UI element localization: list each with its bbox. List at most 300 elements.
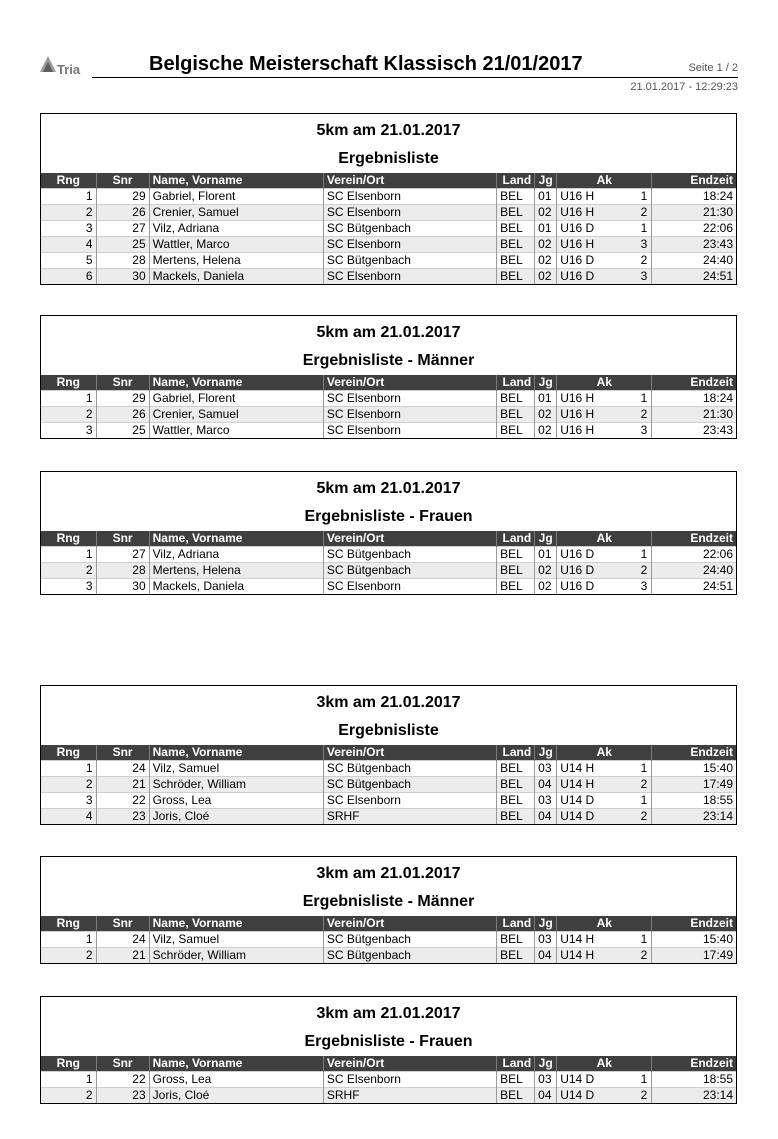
ak-rank: 1	[640, 221, 648, 235]
cell-rng: 3	[41, 423, 96, 439]
cell-land: BEL	[497, 777, 535, 793]
cell-verein: SC Bütgenbach	[323, 761, 496, 777]
cell-jg: 03	[535, 793, 557, 809]
cell-jg: 02	[535, 205, 557, 221]
cell-name: Gross, Lea	[149, 793, 323, 809]
column-header: Snr	[96, 531, 149, 547]
cell-jg: 02	[535, 423, 557, 439]
ak-rank: 2	[640, 205, 648, 219]
column-header: Snr	[96, 745, 149, 761]
ak-category: U16 D	[560, 269, 595, 283]
column-header: Rng	[41, 916, 96, 932]
block-title: 3km am 21.01.2017	[316, 694, 461, 711]
column-header: Endzeit	[652, 173, 736, 189]
cell-snr: 28	[96, 253, 149, 269]
cell-name: Crenier, Samuel	[149, 205, 323, 221]
cell-zeit: 21:30	[652, 407, 736, 423]
column-header: Name, Vorname	[149, 1056, 323, 1072]
cell-rng: 5	[41, 253, 96, 269]
ak-category: U16 D	[560, 563, 595, 577]
cell-verein: SC Elsenborn	[323, 423, 496, 439]
cell-name: Wattler, Marco	[149, 237, 323, 253]
cell-verein: SC Elsenborn	[323, 793, 496, 809]
cell-snr: 24	[96, 761, 149, 777]
column-header: Verein/Ort	[323, 173, 496, 189]
table-row	[41, 563, 736, 579]
cell-land: BEL	[497, 269, 535, 285]
column-header: Snr	[96, 916, 149, 932]
column-header: Land	[497, 916, 535, 932]
results-table	[41, 375, 736, 438]
cell-zeit: 21:30	[652, 205, 736, 221]
cell-zeit: 18:24	[652, 189, 736, 205]
cell-land: BEL	[497, 579, 535, 595]
column-header: Jg	[535, 173, 557, 189]
cell-name: Joris, Cloé	[149, 1088, 323, 1104]
cell-ak	[557, 547, 652, 563]
cell-jg: 02	[535, 579, 557, 595]
cell-land: BEL	[497, 221, 535, 237]
cell-zeit: 17:49	[652, 948, 736, 964]
cell-ak	[557, 563, 652, 579]
cell-snr: 28	[96, 563, 149, 579]
cell-zeit: 18:55	[652, 1072, 736, 1088]
print-timestamp: 21.01.2017 - 12:29:23	[630, 81, 738, 93]
cell-verein: SC Bütgenbach	[323, 563, 496, 579]
page-header	[40, 52, 738, 97]
ak-category: U16 H	[560, 391, 595, 405]
table-row	[41, 547, 736, 563]
cell-rng: 4	[41, 237, 96, 253]
header-rule	[92, 77, 738, 78]
cell-ak	[557, 809, 652, 825]
cell-rng: 1	[41, 189, 96, 205]
column-header: Rng	[41, 173, 96, 189]
page-number: Seite 1 / 2	[688, 62, 738, 74]
cell-verein: SC Elsenborn	[323, 269, 496, 285]
cell-ak	[557, 761, 652, 777]
cell-land: BEL	[497, 1088, 535, 1104]
cell-ak	[557, 1072, 652, 1088]
cell-jg: 03	[535, 1072, 557, 1088]
cell-rng: 6	[41, 269, 96, 285]
cell-ak	[557, 221, 652, 237]
column-header: Verein/Ort	[323, 745, 496, 761]
table-row	[41, 237, 736, 253]
ak-category: U16 D	[560, 253, 595, 267]
cell-ak	[557, 777, 652, 793]
column-header: Jg	[535, 531, 557, 547]
cell-verein: SC Elsenborn	[323, 237, 496, 253]
cell-verein: SC Elsenborn	[323, 579, 496, 595]
result-block	[40, 856, 737, 964]
ak-category: U16 H	[560, 189, 595, 203]
cell-name: Mackels, Daniela	[149, 579, 323, 595]
column-header: Rng	[41, 531, 96, 547]
cell-land: BEL	[497, 793, 535, 809]
cell-snr: 27	[96, 547, 149, 563]
cell-land: BEL	[497, 761, 535, 777]
ak-category: U14 H	[560, 932, 595, 946]
cell-rng: 1	[41, 761, 96, 777]
cell-zeit: 23:43	[652, 237, 736, 253]
cell-name: Vilz, Adriana	[149, 221, 323, 237]
cell-snr: 25	[96, 423, 149, 439]
cell-snr: 29	[96, 391, 149, 407]
cell-verein: SC Bütgenbach	[323, 547, 496, 563]
cell-land: BEL	[497, 948, 535, 964]
cell-zeit: 24:40	[652, 563, 736, 579]
ak-category: U16 D	[560, 221, 595, 235]
column-header: Ak	[557, 745, 652, 761]
cell-land: BEL	[497, 932, 535, 948]
cell-jg: 04	[535, 777, 557, 793]
ak-category: U16 D	[560, 579, 595, 593]
cell-ak	[557, 1088, 652, 1104]
cell-zeit: 15:40	[652, 761, 736, 777]
column-header: Jg	[535, 916, 557, 932]
cell-zeit: 18:24	[652, 391, 736, 407]
cell-rng: 1	[41, 932, 96, 948]
column-header: Land	[497, 375, 535, 391]
column-header: Endzeit	[652, 745, 736, 761]
block-title: 5km am 21.01.2017	[316, 324, 461, 341]
cell-ak	[557, 793, 652, 809]
column-header: Land	[497, 745, 535, 761]
ak-rank: 3	[640, 579, 648, 593]
cell-verein: SC Bütgenbach	[323, 777, 496, 793]
cell-snr: 26	[96, 407, 149, 423]
cell-verein: SC Bütgenbach	[323, 948, 496, 964]
cell-ak	[557, 579, 652, 595]
cell-name: Vilz, Samuel	[149, 761, 323, 777]
cell-verein: SC Elsenborn	[323, 189, 496, 205]
ak-category: U14 D	[560, 1088, 595, 1102]
result-block	[40, 471, 737, 595]
cell-name: Joris, Cloé	[149, 809, 323, 825]
cell-zeit: 22:06	[652, 221, 736, 237]
cell-verein: SC Elsenborn	[323, 407, 496, 423]
cell-jg: 02	[535, 269, 557, 285]
cell-zeit: 23:43	[652, 423, 736, 439]
column-header: Name, Vorname	[149, 375, 323, 391]
table-row	[41, 761, 736, 777]
cell-snr: 21	[96, 777, 149, 793]
column-header: Rng	[41, 745, 96, 761]
ak-category: U16 H	[560, 407, 595, 421]
cell-jg: 01	[535, 189, 557, 205]
column-header: Rng	[41, 375, 96, 391]
cell-rng: 2	[41, 777, 96, 793]
cell-ak	[557, 269, 652, 285]
cell-rng: 1	[41, 391, 96, 407]
cell-zeit: 23:14	[652, 1088, 736, 1104]
cell-ak	[557, 189, 652, 205]
cell-name: Gabriel, Florent	[149, 391, 323, 407]
table-row	[41, 423, 736, 439]
cell-name: Gross, Lea	[149, 1072, 323, 1088]
column-header: Name, Vorname	[149, 916, 323, 932]
cell-snr: 26	[96, 205, 149, 221]
cell-snr: 24	[96, 932, 149, 948]
column-header: Land	[497, 173, 535, 189]
cell-snr: 23	[96, 1088, 149, 1104]
cell-ak	[557, 391, 652, 407]
column-header: Jg	[535, 375, 557, 391]
block-subtitle: Ergebnisliste - Frauen	[304, 1033, 473, 1050]
cell-rng: 2	[41, 563, 96, 579]
block-subtitle: Ergebnisliste - Frauen	[304, 508, 473, 525]
ak-rank: 1	[640, 189, 648, 203]
cell-rng: 1	[41, 1072, 96, 1088]
cell-name: Vilz, Adriana	[149, 547, 323, 563]
cell-zeit: 24:51	[652, 579, 736, 595]
ak-rank: 2	[640, 777, 648, 791]
column-header: Name, Vorname	[149, 745, 323, 761]
result-block	[40, 996, 737, 1104]
cell-verein: SC Elsenborn	[323, 1072, 496, 1088]
ak-rank: 2	[640, 1088, 648, 1102]
cell-verein: SC Bütgenbach	[323, 932, 496, 948]
cell-name: Mertens, Helena	[149, 253, 323, 269]
result-block	[40, 315, 737, 439]
column-header: Name, Vorname	[149, 531, 323, 547]
column-header: Endzeit	[652, 531, 736, 547]
column-header: Land	[497, 531, 535, 547]
column-header: Endzeit	[652, 375, 736, 391]
cell-ak	[557, 407, 652, 423]
cell-land: BEL	[497, 1072, 535, 1088]
column-header: Ak	[557, 375, 652, 391]
column-header: Endzeit	[652, 1056, 736, 1072]
cell-ak	[557, 932, 652, 948]
block-subtitle: Ergebnisliste	[338, 722, 439, 739]
ak-rank: 3	[640, 269, 648, 283]
ak-rank: 1	[640, 391, 648, 405]
cell-land: BEL	[497, 809, 535, 825]
cell-ak	[557, 253, 652, 269]
cell-zeit: 24:51	[652, 269, 736, 285]
column-header: Ak	[557, 531, 652, 547]
cell-land: BEL	[497, 253, 535, 269]
table-row	[41, 932, 736, 948]
cell-verein: SRHF	[323, 809, 496, 825]
column-header: Verein/Ort	[323, 531, 496, 547]
ak-category: U14 H	[560, 761, 595, 775]
cell-land: BEL	[497, 547, 535, 563]
cell-land: BEL	[497, 237, 535, 253]
cell-name: Mackels, Daniela	[149, 269, 323, 285]
cell-zeit: 24:40	[652, 253, 736, 269]
cell-verein: SRHF	[323, 1088, 496, 1104]
results-table	[41, 173, 736, 284]
cell-verein: SC Bütgenbach	[323, 221, 496, 237]
cell-zeit: 22:06	[652, 547, 736, 563]
cell-zeit: 15:40	[652, 932, 736, 948]
column-header: Snr	[96, 375, 149, 391]
cell-jg: 04	[535, 1088, 557, 1104]
cell-land: BEL	[497, 423, 535, 439]
column-header: Land	[497, 1056, 535, 1072]
column-header: Verein/Ort	[323, 375, 496, 391]
cell-rng: 1	[41, 547, 96, 563]
cell-rng: 2	[41, 1088, 96, 1104]
block-subtitle: Ergebnisliste	[338, 150, 439, 167]
ak-rank: 2	[640, 253, 648, 267]
cell-name: Vilz, Samuel	[149, 932, 323, 948]
column-header: Jg	[535, 745, 557, 761]
ak-category: U14 D	[560, 809, 595, 823]
cell-land: BEL	[497, 563, 535, 579]
column-header: Jg	[535, 1056, 557, 1072]
table-row	[41, 809, 736, 825]
cell-ak	[557, 205, 652, 221]
cell-ak	[557, 423, 652, 439]
ak-rank: 2	[640, 407, 648, 421]
ak-rank: 2	[640, 809, 648, 823]
cell-jg: 03	[535, 761, 557, 777]
cell-snr: 22	[96, 793, 149, 809]
table-row	[41, 189, 736, 205]
block-title: 3km am 21.01.2017	[316, 865, 461, 882]
ak-category: U16 H	[560, 423, 595, 437]
column-header: Endzeit	[652, 916, 736, 932]
cell-zeit: 23:14	[652, 809, 736, 825]
column-header: Name, Vorname	[149, 173, 323, 189]
block-subtitle: Ergebnisliste - Männer	[302, 893, 475, 910]
ak-rank: 2	[640, 563, 648, 577]
table-row	[41, 391, 736, 407]
cell-jg: 01	[535, 547, 557, 563]
ak-rank: 1	[640, 547, 648, 561]
ak-category: U14 H	[560, 948, 595, 962]
cell-name: Schröder, William	[149, 948, 323, 964]
result-block	[40, 685, 737, 825]
results-table	[41, 531, 736, 594]
table-row	[41, 793, 736, 809]
table-row	[41, 407, 736, 423]
cell-snr: 30	[96, 269, 149, 285]
table-row	[41, 1072, 736, 1088]
column-header: Ak	[557, 1056, 652, 1072]
table-row	[41, 948, 736, 964]
cell-ak	[557, 948, 652, 964]
ak-category: U14 D	[560, 793, 595, 807]
ak-rank: 3	[640, 423, 648, 437]
cell-jg: 02	[535, 407, 557, 423]
table-row	[41, 221, 736, 237]
cell-snr: 21	[96, 948, 149, 964]
ak-category: U16 H	[560, 205, 595, 219]
document-title: Belgische Meisterschaft Klassisch 21/01/2017	[149, 53, 583, 75]
cell-rng: 2	[41, 407, 96, 423]
cell-jg: 01	[535, 391, 557, 407]
block-title: 5km am 21.01.2017	[316, 480, 461, 497]
cell-zeit: 18:55	[652, 793, 736, 809]
cell-jg: 04	[535, 809, 557, 825]
table-row	[41, 1088, 736, 1104]
ak-rank: 1	[640, 793, 648, 807]
cell-rng: 4	[41, 809, 96, 825]
cell-land: BEL	[497, 189, 535, 205]
table-row	[41, 579, 736, 595]
cell-name: Schröder, William	[149, 777, 323, 793]
ak-rank: 1	[640, 761, 648, 775]
table-row	[41, 253, 736, 269]
result-block	[40, 113, 737, 285]
cell-zeit: 17:49	[652, 777, 736, 793]
cell-ak	[557, 237, 652, 253]
block-subtitle: Ergebnisliste - Männer	[302, 352, 475, 369]
logo-text: Tria	[57, 62, 81, 77]
column-header: Verein/Ort	[323, 916, 496, 932]
ak-rank: 2	[640, 948, 648, 962]
ak-rank: 3	[640, 237, 648, 251]
cell-rng: 2	[41, 205, 96, 221]
cell-land: BEL	[497, 407, 535, 423]
cell-land: BEL	[497, 205, 535, 221]
table-row	[41, 777, 736, 793]
cell-verein: SC Bütgenbach	[323, 253, 496, 269]
column-header: Snr	[96, 173, 149, 189]
cell-name: Crenier, Samuel	[149, 407, 323, 423]
cell-name: Mertens, Helena	[149, 563, 323, 579]
cell-snr: 25	[96, 237, 149, 253]
ak-category: U16 H	[560, 237, 595, 251]
mountain-icon	[40, 55, 56, 73]
cell-jg: 02	[535, 237, 557, 253]
column-header: Verein/Ort	[323, 1056, 496, 1072]
cell-jg: 02	[535, 253, 557, 269]
cell-land: BEL	[497, 391, 535, 407]
cell-verein: SC Elsenborn	[323, 205, 496, 221]
results-table	[41, 745, 736, 824]
column-header: Snr	[96, 1056, 149, 1072]
cell-rng: 3	[41, 579, 96, 595]
cell-name: Wattler, Marco	[149, 423, 323, 439]
cell-jg: 03	[535, 932, 557, 948]
cell-jg: 04	[535, 948, 557, 964]
column-header: Ak	[557, 173, 652, 189]
cell-rng: 3	[41, 221, 96, 237]
results-table	[41, 1056, 736, 1103]
cell-rng: 2	[41, 948, 96, 964]
tria-logo	[40, 55, 90, 77]
ak-category: U14 D	[560, 1072, 595, 1086]
block-title: 5km am 21.01.2017	[316, 122, 461, 139]
ak-rank: 1	[640, 1072, 648, 1086]
results-table	[41, 916, 736, 963]
ak-rank: 1	[640, 932, 648, 946]
block-title: 3km am 21.01.2017	[316, 1005, 461, 1022]
cell-snr: 27	[96, 221, 149, 237]
cell-jg: 02	[535, 563, 557, 579]
cell-jg: 01	[535, 221, 557, 237]
cell-snr: 22	[96, 1072, 149, 1088]
cell-verein: SC Elsenborn	[323, 391, 496, 407]
ak-category: U14 H	[560, 777, 595, 791]
table-row	[41, 205, 736, 221]
cell-snr: 23	[96, 809, 149, 825]
column-header: Rng	[41, 1056, 96, 1072]
cell-rng: 3	[41, 793, 96, 809]
cell-name: Gabriel, Florent	[149, 189, 323, 205]
cell-snr: 30	[96, 579, 149, 595]
ak-category: U16 D	[560, 547, 595, 561]
cell-snr: 29	[96, 189, 149, 205]
column-header: Ak	[557, 916, 652, 932]
table-row	[41, 269, 736, 285]
